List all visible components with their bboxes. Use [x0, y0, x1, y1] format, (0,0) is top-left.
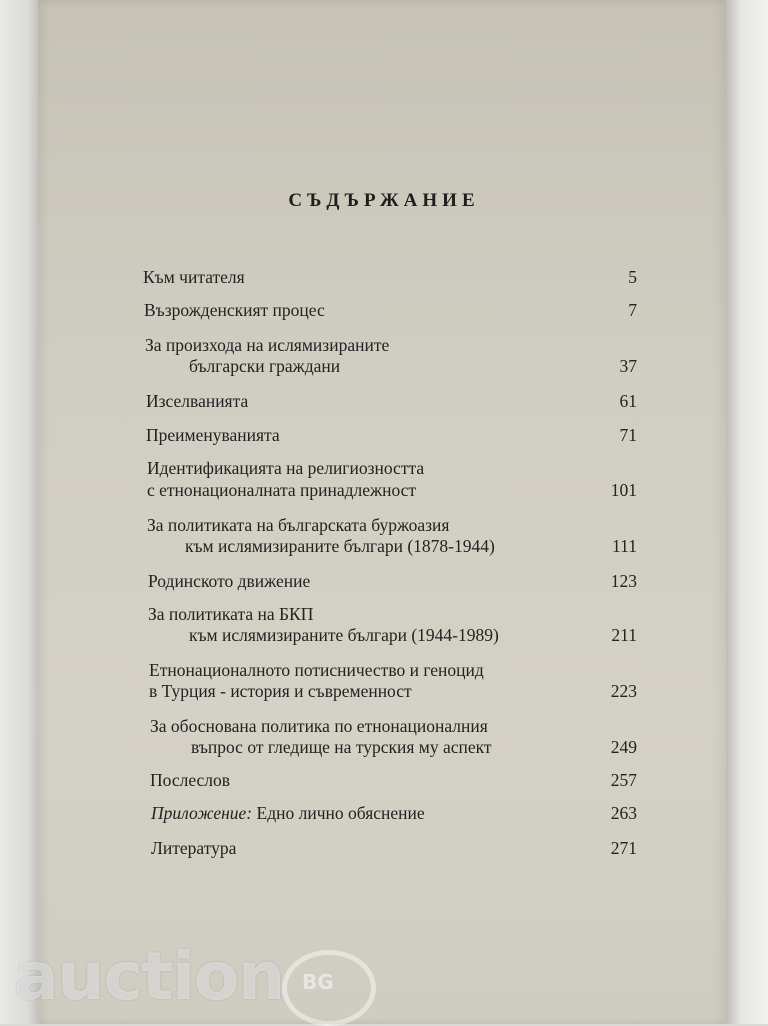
- toc-entry-page: 101: [610, 480, 637, 500]
- toc-entry-title-line2: към ислямизираните българи (1878-1944): [185, 536, 495, 556]
- toc-entry-page: 123: [610, 571, 637, 591]
- toc-entry-title: Идентификацията на религиозността: [147, 458, 425, 478]
- toc-entry-title: За произхода на ислямизираните: [145, 335, 390, 355]
- toc-entry-title-line2: с етнонационалната принадлежност: [147, 480, 417, 500]
- toc-entry-title-line2: български граждани: [189, 356, 341, 376]
- toc-entry-page: 71: [619, 425, 637, 445]
- toc-entry-page: 7: [628, 300, 637, 320]
- toc-entry-title: За политиката на българската буржоазия: [147, 515, 450, 535]
- toc-entry-page: 61: [619, 391, 637, 411]
- toc-entry-page: 211: [611, 625, 637, 645]
- toc-entry-title-line2: в Турция - история и съвременност: [149, 681, 412, 701]
- toc-entry-page: 5: [628, 267, 637, 287]
- toc-entry-title: [151, 800, 425, 826]
- toc-entry-title: Към читателя: [143, 267, 245, 287]
- toc-entry-title: Послеслов: [150, 770, 231, 790]
- toc-entry-page: 263: [610, 803, 637, 823]
- toc-entry-title: Литература: [151, 838, 237, 858]
- toc-entry-page: 249: [610, 737, 637, 757]
- toc-entry-page: 111: [612, 536, 637, 556]
- toc-entry-title: За обоснована политика по етнонационалния: [150, 716, 488, 736]
- toc-entry-title-text: Едно лично обяснение: [256, 803, 425, 823]
- left-background: [0, 0, 38, 1024]
- toc-entry-title: Етнонационалното потисничество и геноцид: [149, 660, 484, 680]
- toc-entry-title: Възрожденският процес: [144, 300, 325, 320]
- toc-entry-page: 223: [610, 681, 637, 701]
- toc-entry-title: Преименуванията: [146, 425, 280, 445]
- toc-entry-page: 257: [610, 770, 637, 790]
- auction-watermark: auction: [14, 938, 285, 1015]
- toc-entry-title: Изселванията: [146, 391, 249, 411]
- toc-entry-prefix: Приложение:: [151, 803, 253, 823]
- toc-entry-page: 37: [619, 356, 637, 376]
- watermark-logo-suffix: BG: [302, 970, 334, 994]
- right-background: [726, 0, 768, 1024]
- toc-entry-page: 271: [610, 838, 637, 858]
- toc-entry-title: За политиката на БКП: [148, 604, 314, 624]
- toc-entry-title-line2: въпрос от гледище на турския му аспект: [191, 737, 492, 757]
- toc-entry-title-line2: към ислямизираните българи (1944-1989): [189, 625, 499, 645]
- toc-title: СЪДЪРЖАНИЕ: [288, 190, 480, 211]
- toc-entry-title: Родинското движение: [148, 571, 311, 591]
